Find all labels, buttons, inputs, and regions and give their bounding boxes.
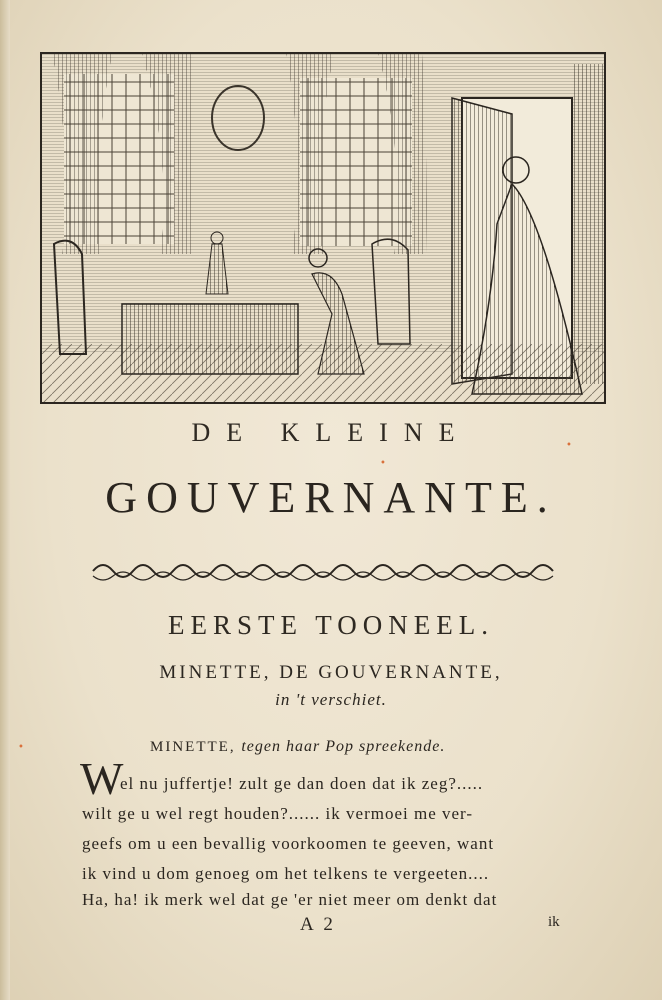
ink-stain: • (380, 458, 386, 469)
frontispiece-engraving (40, 52, 606, 404)
text-line: wilt ge u wel regt houden?...... ik vermoei me ver- (82, 804, 474, 823)
text-line: Ha, ha! ik merk wel dat ge 'er niet meer om denkt dat (82, 890, 498, 909)
ink-stain: • (566, 440, 572, 451)
cast-list: MINETTE, DE GOUVERNANTE, (159, 662, 503, 683)
speaker-name: MINETTE, (150, 739, 236, 755)
heading-small: DE KLEINE (191, 418, 471, 447)
table (122, 304, 298, 374)
text-line: el nu juffertje! zult ge dan doen dat ik zeg?..... (120, 774, 484, 793)
text-line: ik vind u dom genoeg om het telkens te vergeeten.... (82, 864, 490, 883)
signature-mark: A 2 (300, 914, 336, 935)
text-line: geefs om u een bevallig voorkoomen te geeven, want (82, 834, 495, 853)
scene-title: EERSTE TOONEEL. (168, 610, 494, 640)
catchword: ik (548, 914, 560, 930)
speaker-line (150, 738, 445, 756)
engraving-illustration (42, 54, 604, 402)
ornamental-rule (88, 556, 568, 586)
ink-stain: • (18, 742, 24, 753)
heading-large: GOUVERNANTE. (105, 473, 557, 522)
cast-note: in 't verschiet. (275, 690, 387, 709)
stage-direction: tegen haar Pop spreekende. (241, 738, 446, 755)
drop-cap: W (80, 753, 124, 804)
